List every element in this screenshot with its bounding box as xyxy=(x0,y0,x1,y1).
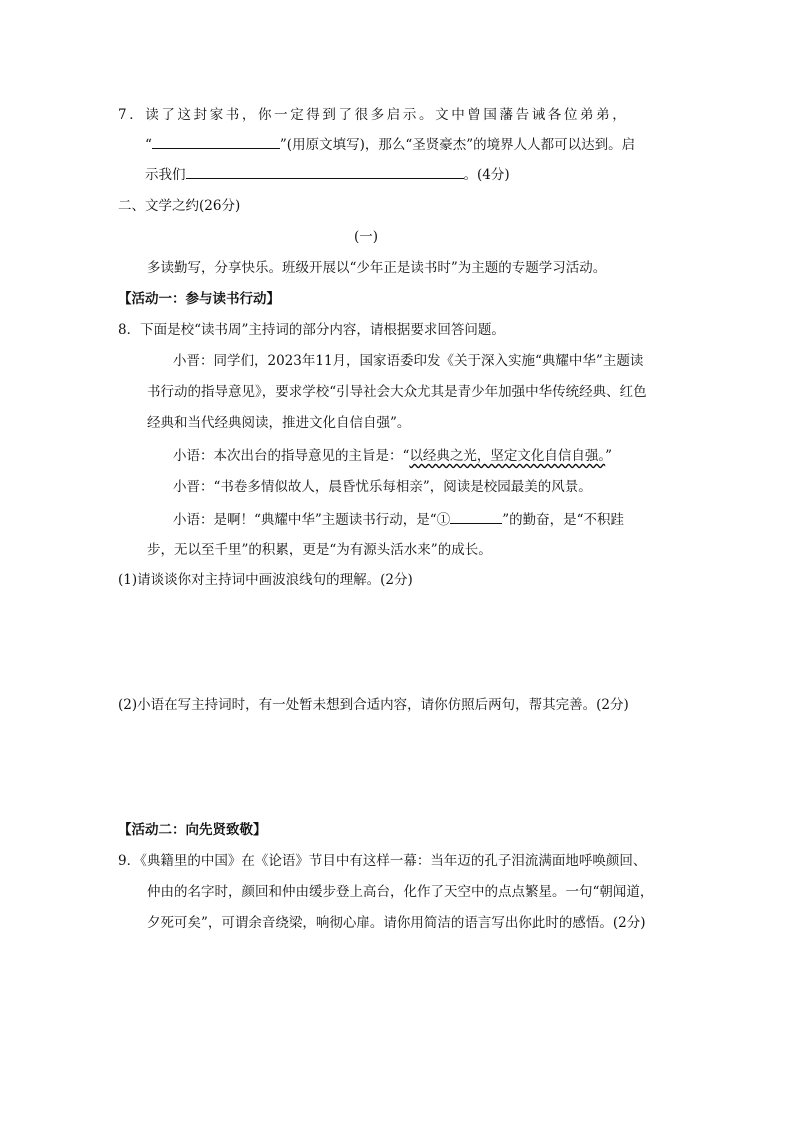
q8-stem: 8．下面是校“读书周”主持词的部分内容，请根据要求回答问题。 xyxy=(118,322,505,338)
q9-line-1: 9．《典籍里的中国》在《论语》节目中有这样一幕：当年迈的孔子泪流满面地呼唤颜回、 xyxy=(118,853,647,869)
q7-answer-blank-2[interactable] xyxy=(186,164,464,179)
activity-1-title: 【活动一：参与读书行动】 xyxy=(118,291,280,307)
q8-subquestion-1: (1)请谈谈你对主持词中画波浪线句的理解。(2分) xyxy=(118,572,413,588)
q8-dialog-4-end: ”的勤奋，是“不积跬 xyxy=(502,512,625,528)
q8-answer-blank[interactable] xyxy=(450,509,502,524)
q8-wavy-sentence: 以经典之光，坚定文化自信自强。 xyxy=(409,448,606,464)
q9-line-2: 仲由的名字时，颜回和仲由缓步登上高台，化作了天空中的点点繁星。一句“朝闻道， xyxy=(147,884,654,900)
q8-dialog-3: 小晋：“书卷多情似故人，晨昏忧乐每相亲”，阅读是校园最美的风景。 xyxy=(173,479,592,495)
q8-dialog-2-end: ” xyxy=(605,448,613,464)
q8-subquestion-2: (2)小语在写主持词时，有一处暂未想到合适内容，请你仿照后两句，帮其完善。(2分) xyxy=(118,697,629,713)
q7-line-3 xyxy=(145,164,510,185)
section-title: 二、文学之约(26分) xyxy=(118,198,241,214)
q8-dialog-1-line-3: 经典和当代经典阅读，推进文化自信自强”。 xyxy=(147,415,411,431)
q7-line-2 xyxy=(145,134,635,155)
q9-line-3: 夕死可矣”，可谓余音绕梁，响彻心扉。请你用简洁的语言写出你此时的感悟。(2分) xyxy=(147,915,646,931)
activity-2-title: 【活动二：向先贤致敬】 xyxy=(118,822,267,838)
q8-dialog-2 xyxy=(173,446,612,466)
section-intro: 多读勤写，分享快乐。班级开展以“少年正是读书时”为主题的专题学习活动。 xyxy=(147,260,607,276)
q7-line-3-end: 。(4分) xyxy=(463,167,510,183)
q8-dialog-2-start: 小语：本次出台的指导意见的主旨是：“ xyxy=(173,448,410,464)
q7-line-3-start: 示我们 xyxy=(145,167,186,183)
q7-line-1: 7．读了这封家书，你一定得到了很多启示。文中曾国藩告诫各位弟弟， xyxy=(118,107,629,123)
q7-answer-blank-1[interactable] xyxy=(152,134,280,149)
q8-dialog-4-start: 小语：是啊！“典耀中华”主题读书行动，是“① xyxy=(173,512,451,528)
section-subtitle: (一) xyxy=(354,229,379,245)
q7-open-quote: “ xyxy=(145,137,152,153)
q8-dialog-1-line-2: 书行动的指导意见》，要求学校“引导社会大众尤其是青少年加强中华传统经典、红色 xyxy=(147,384,647,400)
q8-dialog-1-line-1: 小晋：同学们，2023年11月，国家语委印发《关于深入实施“典耀中华”主题读 xyxy=(173,353,644,369)
q8-dialog-4-line-2: 步，无以至千里”的积累，更是“为有源头活水来”的成长。 xyxy=(147,542,492,558)
q8-dialog-4 xyxy=(173,509,624,530)
q7-line-2-rest: ”(用原文填写)，那么“圣贤豪杰”的境界人人都可以达到。启 xyxy=(279,137,636,153)
